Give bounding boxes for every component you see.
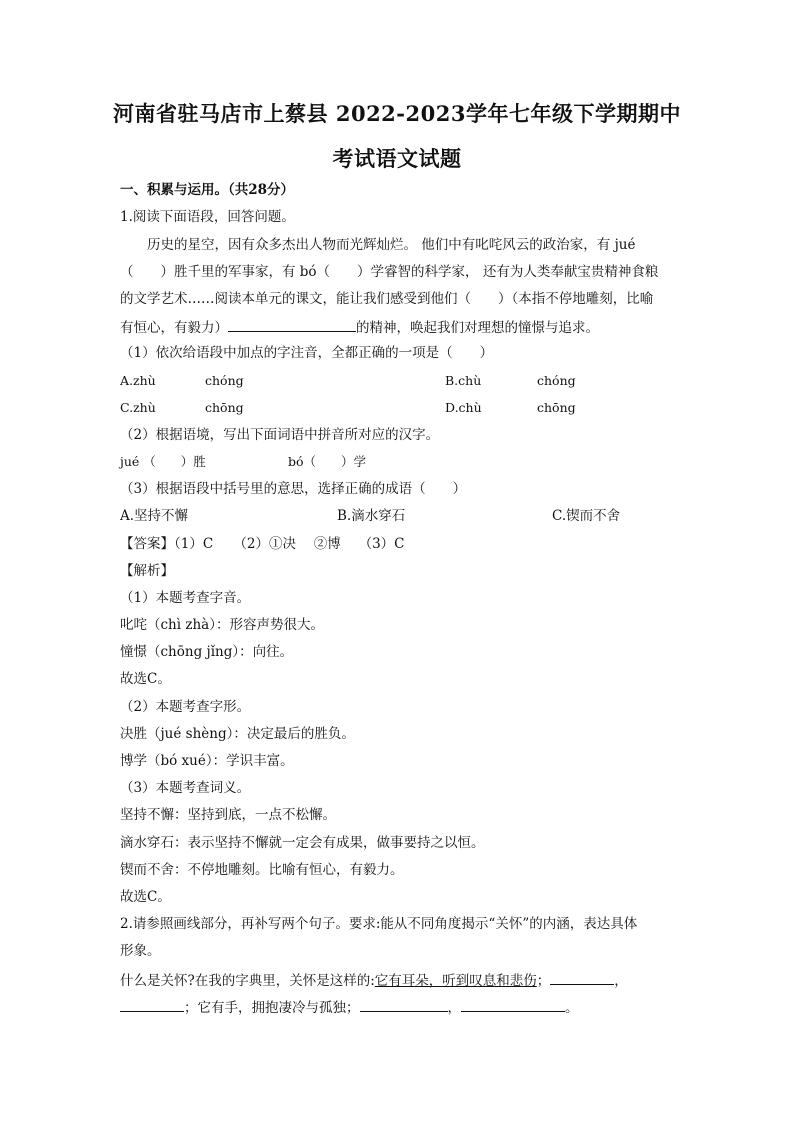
option-1a-value: chóng — [205, 373, 244, 388]
underlined-example: 它有耳朵，听到叹息和悲伤 — [374, 973, 537, 989]
answer-blank[interactable] — [461, 997, 565, 1012]
analysis-line: （2）本题考查字形。 — [120, 699, 251, 715]
passage-line-1: 历史的星空，因有众多杰出人物而光辉灿烂。 他们中有叱咤风云的政治家，有 jué — [147, 237, 636, 253]
answer-blank[interactable] — [360, 997, 448, 1012]
analysis-line: 坚持不懈：坚持到底，一点不松懈。 — [120, 807, 336, 823]
passage-line-4-start: 有恒心，有毅力） — [120, 320, 228, 336]
option-1c-value: chōng — [205, 400, 244, 415]
answer-blank[interactable] — [228, 317, 356, 332]
punct: ； — [536, 973, 551, 989]
analysis-line: （3）本题考查词义。 — [120, 780, 251, 796]
option-1b-value: chóng — [537, 373, 576, 388]
analysis-line: 决胜（jué shèng）：决定最后的胜负。 — [120, 726, 355, 742]
question-2-stem-line-1: 2.请参照画线部分，再补写两个句子。要求:能从不同角度揭示“关怀”的内涵，表达具体 — [120, 916, 638, 932]
option-1b-label[interactable]: B.chù — [445, 373, 482, 388]
analysis-line: 锲而不舍：不停地雕刻。比喻有恒心，有毅力。 — [120, 862, 404, 878]
sub-question-2-item-a: jué （ ）胜 — [120, 454, 206, 469]
option-3c[interactable]: C.锲而不舍 — [552, 508, 621, 524]
analysis-line: 滴水穿石：表示坚持不懈就一定会有成果，做事要持之以恒。 — [120, 835, 485, 851]
question-2-line-2 — [120, 997, 579, 1017]
section-heading: 一、积累与运用。（共28分） — [120, 182, 295, 198]
answer-blank[interactable] — [120, 997, 184, 1012]
sub-question-1: （1）依次给语段中加点的字注音，全都正确的一项是（ ） — [120, 345, 494, 361]
option-3a[interactable]: A.坚持不懈 — [120, 508, 189, 524]
punct: ， — [614, 973, 628, 989]
analysis-line: （1）本题考查字音。 — [120, 590, 251, 606]
passage-line-3: 的文学艺术……阅读本单元的课文，能让我们感受到他们（ ）（本指不停地雕刻，比喻 — [120, 291, 654, 307]
document-title-line2: 考试语文试题 — [332, 146, 462, 171]
analysis-label: 【解析】 — [120, 563, 174, 579]
punct: 。 — [565, 1000, 579, 1016]
analysis-line: 故选C。 — [120, 889, 171, 905]
option-1d-label[interactable]: D.chù — [445, 400, 482, 415]
option-1a-label[interactable]: A.zhù — [120, 373, 156, 388]
question-2-line-1 — [120, 970, 628, 990]
analysis-line: 博学（bó xué）：学识丰富。 — [120, 753, 294, 769]
punct: ， — [447, 1000, 461, 1016]
answer-key: 【答案】（1）C （2）①决 ②博 （3）C — [120, 536, 405, 552]
question-2-middle: ；它有手，拥抱凄冷与孤独； — [184, 1000, 360, 1016]
analysis-line: 憧憬（chōng jǐng）：向往。 — [120, 644, 294, 660]
option-3b[interactable]: B.滴水穿石 — [337, 508, 406, 524]
passage-line-4-end: 的精神，唤起我们对理想的憧憬与追求。 — [356, 320, 599, 336]
question-2-prompt: 什么是关怀?在我的字典里，关怀是这样的: — [120, 973, 375, 989]
option-1c-label[interactable]: C.zhù — [120, 400, 156, 415]
question-1-stem: 1.阅读下面语段，回答问题。 — [120, 209, 295, 225]
analysis-line: 故选C。 — [120, 671, 171, 687]
sub-question-3: （3）根据语段中括号里的意思，选择正确的成语（ ） — [120, 481, 467, 497]
answer-blank[interactable] — [550, 970, 614, 985]
passage-line-2: （ ）胜千里的军事家，有 bó（ ）学睿智的科学家， 还有为人类奉献宝贵精神食粮 — [120, 264, 659, 280]
analysis-line: 叱咤（chì zhà）：形容声势很大。 — [120, 617, 324, 633]
option-1d-value: chōng — [537, 400, 576, 415]
sub-question-2: （2）根据语境，写出下面词语中拼音所对应的汉字。 — [120, 427, 440, 443]
document-title-line1: 河南省驻马店市上蔡县 2022-2023学年七年级下学期期中 — [113, 101, 681, 126]
sub-question-2-item-b: bó（ ）学 — [288, 454, 367, 469]
question-2-stem-line-2: 形象。 — [120, 943, 161, 959]
passage-line-4 — [120, 317, 599, 337]
